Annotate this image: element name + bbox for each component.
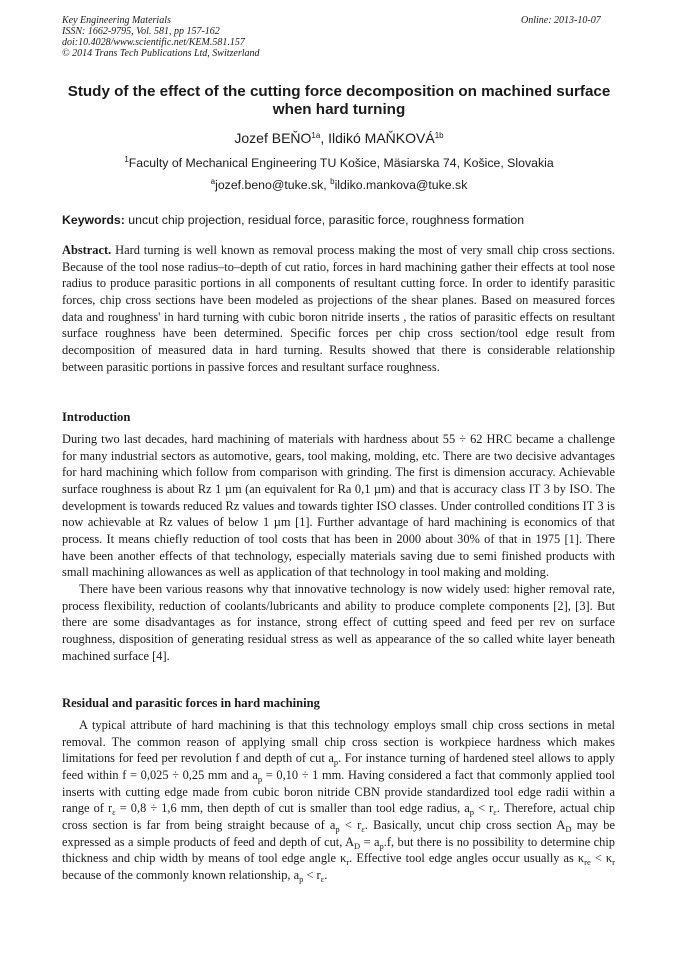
- email-line: [64, 178, 614, 193]
- author-2-sup: 1b: [434, 131, 444, 140]
- doi-line[interactable]: doi:10.4028/www.scientific.net/KEM.581.157: [62, 37, 245, 48]
- section2-paragraph-1: A typical attribute of hard machining is that this technology employs small chip cross sections in metal removal. The common reason of applying small chip cross section is workpiece hardness which makes limitations for feed per revolution f and depth of cut $a_p$. For instance turning of hardened steel allows to apply feed within f = 0,025 ÷ 0,25 mm and $a_p = 0,10 \div 1$ mm. Having considered a fact that commonly applied tool inserts with cutting edge made from cubic boron nitride CBN provide standardized tool edge radii within a range of $r_\varepsilon = 0,8 \div 1,6$ mm, then depth of cut is smaller than tool edge radius, $a_p < r_\varepsilon$. Therefore, actual chip cross section is far from being straight because of $a_p < r_\varepsilon$. Basically, uncut chip cross section $A_D$ may be expressed as a simple products of feed and depth of cut, $A_D = a_p.f$, but there is no possibility to determine chip thickness and chip width by means of tool edge angle $\kappa_r$. Effective tool edge angles occur usually as $\kappa_{re} < \kappa_r$ because of the commonly known relationship, $a_p < r_\varepsilon$.: [62, 718, 615, 884]
- email-a-sup: a: [210, 177, 216, 186]
- email-b-sup: b: [330, 177, 335, 186]
- keywords: [62, 213, 622, 228]
- keywords-label: Keywords:: [62, 213, 125, 227]
- author-1-sup: 1a: [311, 131, 321, 140]
- section2-body: [62, 717, 615, 884]
- journal-header: [62, 15, 260, 59]
- keywords-text: uncut chip projection, residual force, parasitic force, roughness formation: [124, 213, 525, 227]
- author-separator: ,: [320, 130, 329, 146]
- email-separator: ,: [323, 178, 331, 192]
- paper-title: Study of the effect of the cutting force decomposition on machined surface when hard turning: [67, 83, 611, 118]
- introduction-body: [62, 431, 615, 664]
- section-heading-introduction: Introduction: [62, 410, 131, 424]
- abstract-label: Abstract.: [62, 243, 112, 257]
- email-a[interactable]: jozef.beno@tuke.sk: [215, 178, 324, 192]
- issn-line: ISSN: 1662-9795, Vol. 581, pp 157-162: [62, 26, 220, 37]
- intro-paragraph-2: There have been various reasons why that innovative technology is now widely used: higher removal rate, process flexibility, reduction of coolants/lubricants and ability to produce complete components [2], [3]. But there are some disadvantages as for instance, strong effect of cutting speed and feed per rev on surface roughness, disposition of generating residual stress as well as appearance of the so called white layer beneath machined surface [4].: [62, 581, 615, 663]
- intro-paragraph-1: During two last decades, hard machining of materials with hardness about 55 ÷ 62 HRC became a challenge for many industrial sectors as automotive, gears, tool making, molding, etc. There are two decisive advantages for hard machining which follow from comparison with grinding. The first is dimension accuracy. Achievable surface roughness is about Rz 1 µm (an equivalent for Ra 0,1 µm) and that is accuracy class IT 3 by ISO. The development is towards reduced Rz values and towards tighter ISO classes. Under controlled conditions IT 3 is now achievable at Rz values of below 1 µm [1]. Further advantage of hard machining is economics of that process. It means chiefly reduction of tool costs that has been in 2000 about 30% of that in 1975 [1]. There have been another effects of that technology, especially materials saving due to semi finished products with small machining allowances as well as application of that technology in tool making and molding.: [62, 432, 615, 580]
- author-2: Ildikó MAŇKOVÁ: [328, 130, 435, 146]
- author-1: Jozef BEŇO: [234, 130, 312, 146]
- journal-name: Key Engineering Materials: [62, 15, 171, 26]
- copyright-line: © 2014 Trans Tech Publications Ltd, Switzerland: [62, 48, 260, 59]
- section-heading-residual-forces: Residual and parasitic forces in hard machining: [62, 696, 320, 710]
- abstract: [62, 242, 615, 375]
- abstract-text: Hard turning is well known as removal process making the most of very small chip cross sections. Because of the tool nose radius–to–depth of cut ratio, forces in hard machining gather their effects at tool nose radius to produce parasitic portions in all components of resultant cutting force. In order to identify parasitic forces, chip cross sections have been modeled as projections of the shear planes. Based on measured forces data and roughness' in hard turning with cubic boron nitride inserts , the ratios of parasitic effects on resultant surface roughness have been determined. Specific forces per chip cross section/tool edge result from decomposition of measured data in hard turning. Results showed that there is considerable relationship between parasitic portions in passive forces and resultant surface roughness.: [62, 243, 615, 374]
- author-line: [64, 130, 614, 147]
- email-b[interactable]: ildiko.mankova@tuke.sk: [334, 178, 468, 192]
- affiliation-sup: 1: [124, 155, 129, 164]
- affiliation: [64, 156, 614, 171]
- affiliation-text: Faculty of Mechanical Engineering TU Košice, Mäsiarska 74, Košice, Slovakia: [128, 156, 554, 170]
- online-date: Online: 2013-10-07: [521, 15, 601, 26]
